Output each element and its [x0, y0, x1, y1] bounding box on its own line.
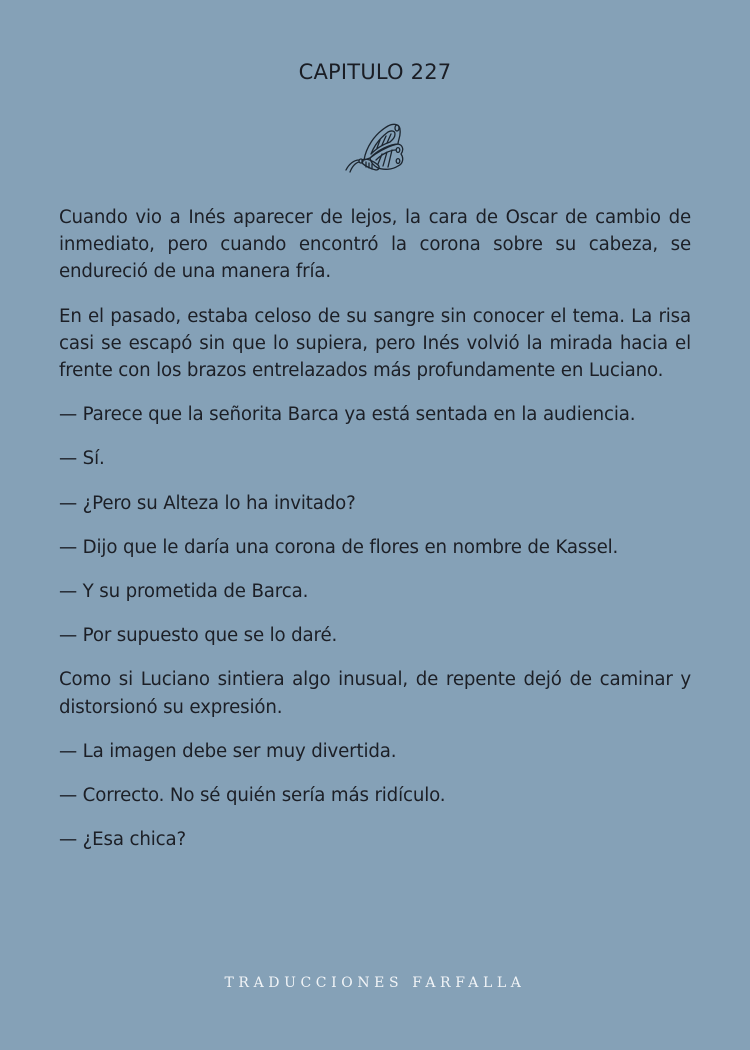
dialogue-line: — Parece que la señorita Barca ya está sentada en la audiencia.	[59, 404, 636, 426]
dialogue-line: — ¿Pero su Alteza lo ha invitado?	[59, 492, 356, 514]
dialogue-line: — ¿Esa chica?	[59, 829, 186, 851]
chapter-title: CAPITULO 227	[298, 60, 452, 84]
dialogue-line: — Correcto. No sé quién sería más ridículo.	[59, 785, 446, 807]
butterfly-icon	[344, 120, 406, 176]
dialogue-line: — Dijo que le daría una corona de flores en nombre de Kassel.	[59, 536, 619, 558]
paragraph: Como si Luciano sintiera algo inusual, de repente dejó de caminar y distorsionó su expresión.	[59, 669, 691, 718]
dialogue-line: — La imagen debe ser muy divertida.	[59, 740, 397, 762]
footer-credit: TRADUCCIONES FARFALLA	[224, 975, 526, 991]
dialogue-line: — Sí.	[59, 448, 105, 470]
chapter-body	[59, 204, 691, 870]
dialogue-line: — Por supuesto que se lo daré.	[59, 625, 338, 647]
dialogue-line: — Y su prometida de Barca.	[59, 581, 309, 603]
paragraph: Cuando vio a Inés aparecer de lejos, la cara de Oscar de cambio de inmediato, pero cuando encontró la corona sobre su cabeza, se endureció de una manera fría.	[59, 207, 691, 283]
paragraph: En el pasado, estaba celoso de su sangre sin conocer el tema. La risa casi se escapó sin que lo supiera, pero Inés volvió la mirada hacia el frente con los brazos entrelazados más profundamente en Luciano.	[59, 305, 691, 382]
